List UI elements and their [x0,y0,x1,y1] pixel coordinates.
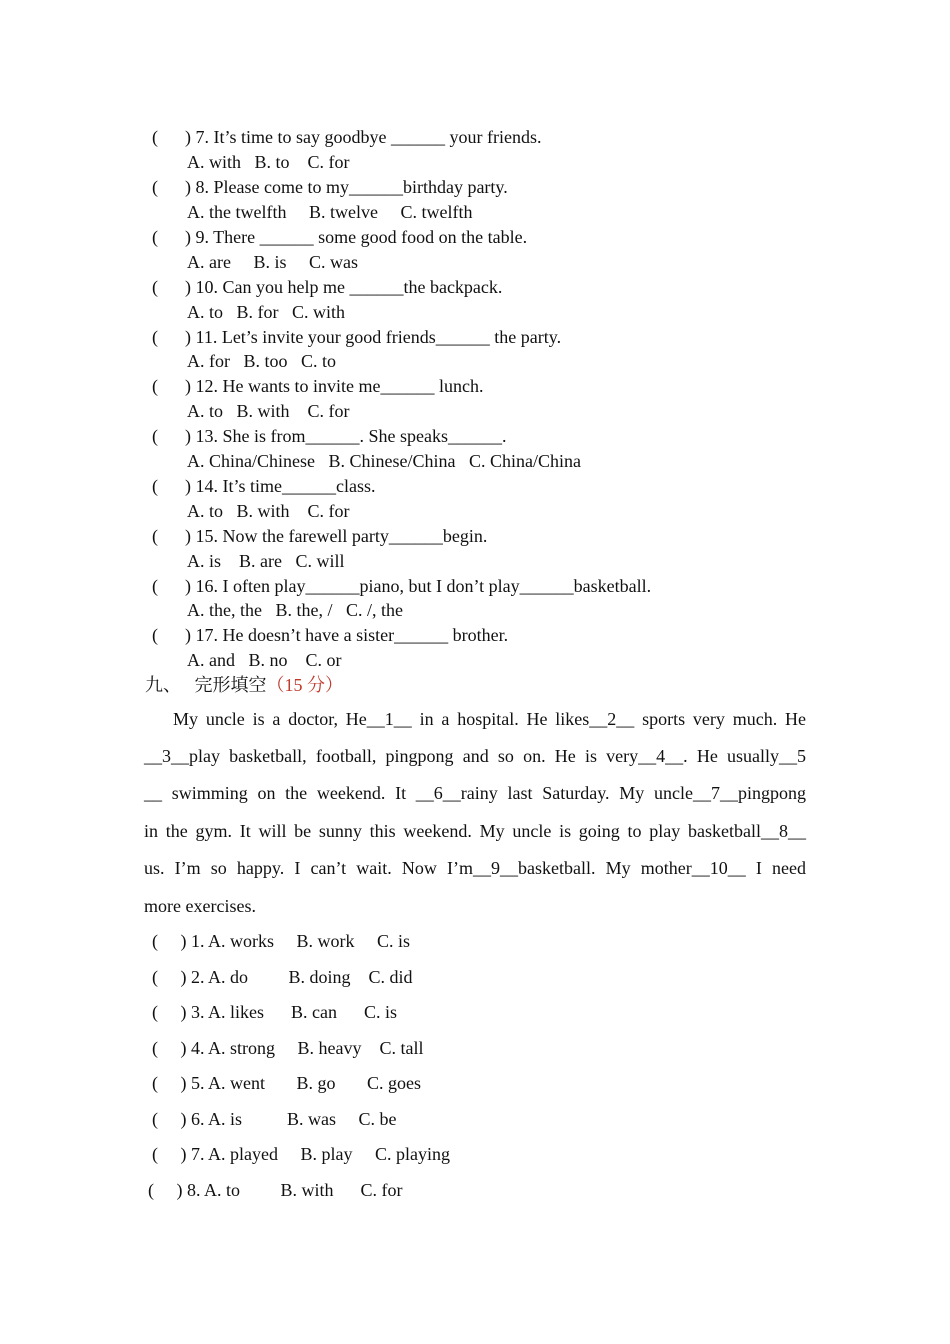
passage-line: us. I’m so happy. I can’t wait. Now I’m__9__basketball. My mother__10__ I need [144,858,806,878]
question-options: A. and B. no C. or [187,650,342,670]
question-stem: ( ) 15. Now the farewell party______begin. [152,526,488,546]
question-stem: ( ) 14. It’s time______class. [152,476,376,496]
question-stem: ( ) 8. Please come to my______birthday party. [152,177,508,197]
question-options: A. the, the B. the, / C. /, the [187,600,403,620]
section-label: 九、 完形填空 [145,675,267,695]
cloze-item: ( ) 4. A. strong B. heavy C. tall [152,1038,424,1058]
question-options: A. for B. too C. to [187,351,337,371]
question-stem: ( ) 17. He doesn’t have a sister______ brother. [152,625,509,645]
question-options: A. is B. are C. will [187,551,345,571]
question-options: A. China/Chinese B. Chinese/China C. China/China [187,451,581,471]
question-stem: ( ) 12. He wants to invite me______ lunch. [152,376,484,396]
passage-line: __ swimming on the weekend. It __6__rainy last Saturday. My uncle__7__pingpong [144,783,806,803]
cloze-item: ( ) 3. A. likes B. can C. is [152,1002,397,1022]
question-options: A. the twelfth B. twelve C. twelfth [187,202,473,222]
section-score: （15 分） [266,675,343,695]
section-heading [145,676,343,694]
question-stem: ( ) 13. She is from______. She speaks______. [152,426,507,446]
question-options: A. to B. with C. for [187,501,350,521]
cloze-item: ( ) 2. A. do B. doing C. did [152,967,413,987]
question-options: A. to B. for C. with [187,302,346,322]
cloze-item: ( ) 8. A. to B. with C. for [148,1180,403,1200]
question-stem: ( ) 11. Let’s invite your good friends______ the party. [152,327,562,347]
cloze-item: ( ) 6. A. is B. was C. be [152,1109,397,1129]
question-stem: ( ) 10. Can you help me ______the backpack. [152,277,503,297]
passage-line: more exercises. [144,896,256,916]
question-options: A. with B. to C. for [187,152,350,172]
question-stem: ( ) 9. There ______ some good food on the table. [152,227,528,247]
question-options: A. to B. with C. for [187,401,350,421]
passage-line: __3__play basketball, football, pingpong and so on. He is very__4__. He usually__5 [144,746,806,766]
question-stem: ( ) 16. I often play______piano, but I don’t play______basketball. [152,576,652,596]
passage-line: in the gym. It will be sunny this weekend. My uncle is going to play basketball__8__ [144,821,806,841]
passage-line: My uncle is a doctor, He__1__ in a hospital. He likes__2__ sports very much. He [173,709,806,729]
question-stem: ( ) 7. It’s time to say goodbye ______ your friends. [152,127,542,147]
cloze-item: ( ) 1. A. works B. work C. is [152,931,411,951]
question-options: A. are B. is C. was [187,252,358,272]
cloze-item: ( ) 7. A. played B. play C. playing [152,1144,450,1164]
cloze-item: ( ) 5. A. went B. go C. goes [152,1073,421,1093]
